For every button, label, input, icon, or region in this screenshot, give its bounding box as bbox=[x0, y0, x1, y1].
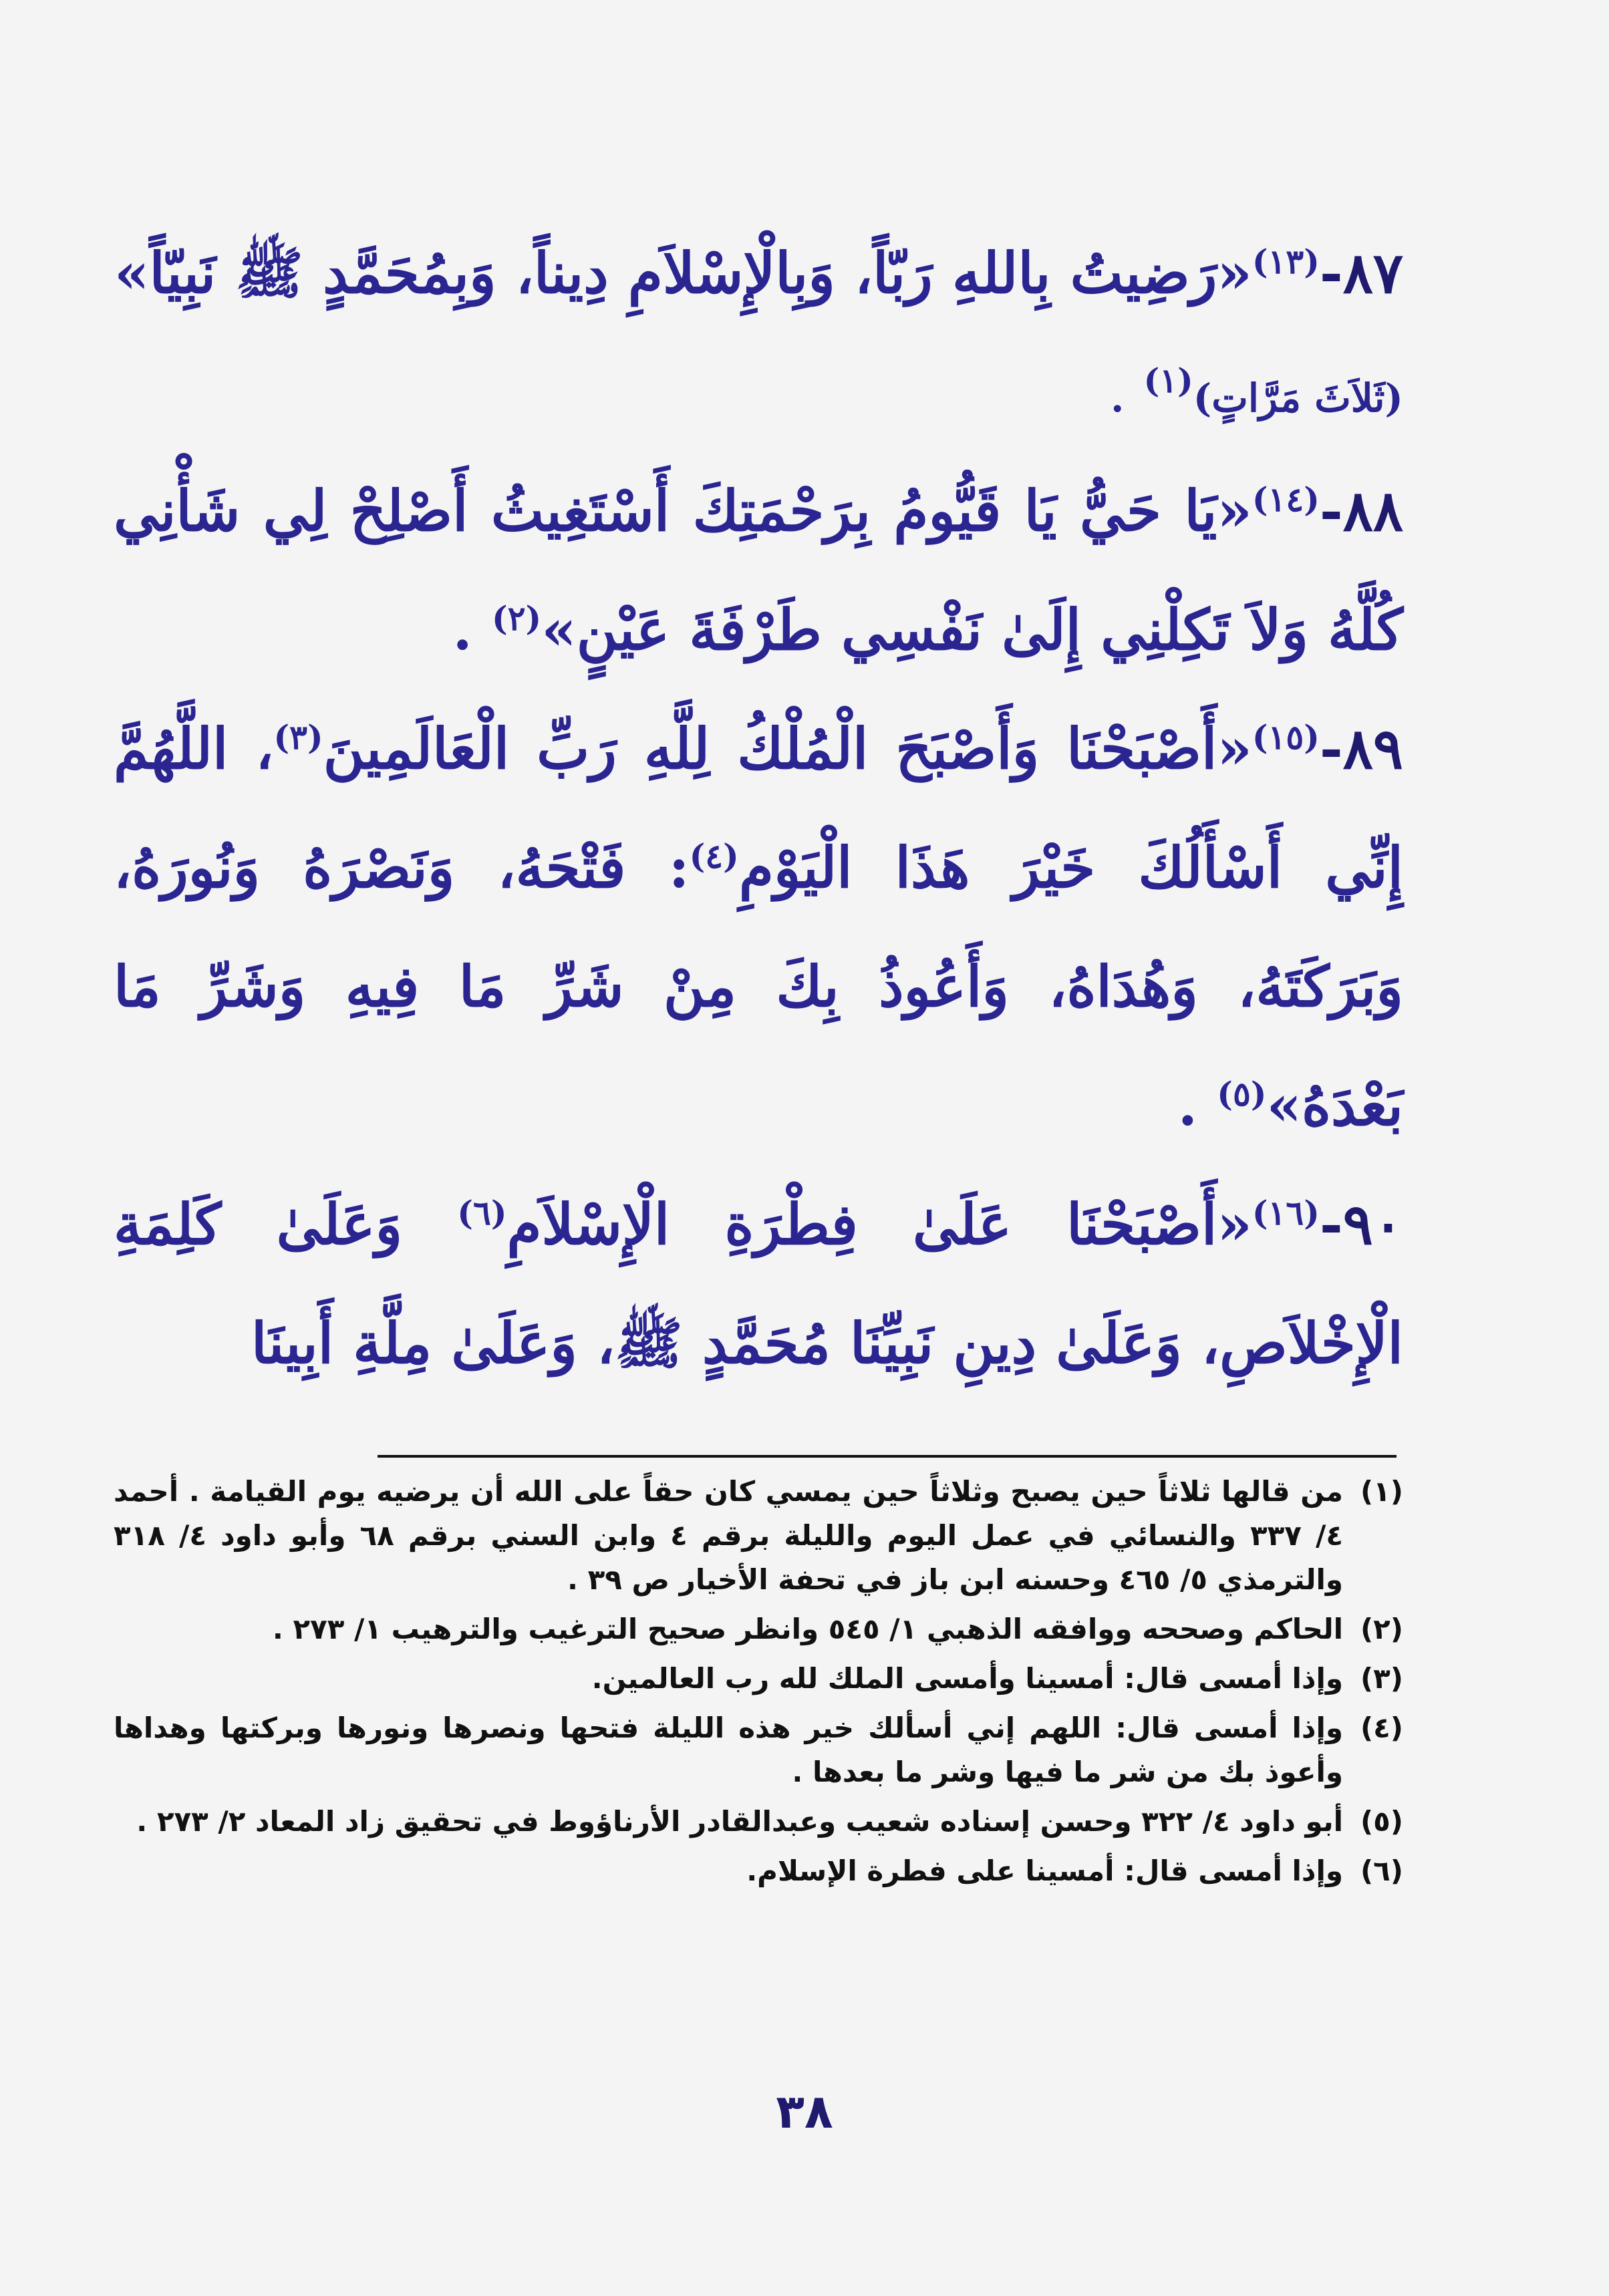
footnote-ref: (٤) bbox=[689, 836, 739, 876]
footnote-text: الحاكم وصححه ووافقه الذهبي ١/ ٥٤٥ وانظر صحيح الترغيب والترهيب ١/ ٢٧٣ . bbox=[272, 1613, 1343, 1645]
footnote-text: وإذا أمسى قال: اللهم إني أسألك خير هذه الليلة فتحها ونصرها ونورها وبركتها وهداها وأعوذ بك من شر ما فيها وشر ما بعدها . bbox=[114, 1711, 1343, 1788]
hadith-number: ٨٨- bbox=[1319, 478, 1403, 544]
footnote-number: (١) bbox=[1360, 1475, 1403, 1508]
hadith-ref: (١٣) bbox=[1252, 242, 1320, 281]
footnote-number: (٤) bbox=[1360, 1711, 1403, 1744]
footnote-ref: (١) bbox=[1143, 361, 1193, 400]
footnote-ref: (٦) bbox=[457, 1193, 507, 1233]
footnote-ref: (٢) bbox=[492, 599, 542, 638]
hadith-88 bbox=[114, 452, 1403, 689]
footnote-number: (٢) bbox=[1360, 1613, 1403, 1645]
footnote-ref: (٣) bbox=[273, 717, 323, 757]
footnote bbox=[114, 1607, 1403, 1651]
hadith-number: ٨٧- bbox=[1319, 240, 1403, 306]
hadith-body bbox=[114, 214, 1403, 1403]
hadith-text-a: «أَصْبَحْنَا وَأَصْبَحَ الْمُلْكُ لِلَّهِ رَبِّ الْعَالَمِينَ bbox=[323, 715, 1252, 782]
footnote-text: أبو داود ٤/ ٣٢٢ وحسن إسناده شعيب وعبدالقادر الأرناؤوط في تحقيق زاد المعاد ٢/ ٢٧٣ . bbox=[136, 1805, 1343, 1838]
hadith-text: «رَضِيتُ بِاللهِ رَبّاً، وَبِالْإِسْلاَمِ دِيناً، وَبِمُحَمَّدٍ ﷺ نَبِيّاً» bbox=[114, 240, 1252, 306]
hadith-end: . bbox=[1177, 1072, 1198, 1138]
hadith-text-c: : فَتْحَهُ، وَنَصْرَهُ وَنُورَهُ، وَبَرَكَتَهُ، وَهُدَاهُ، وَأَعُوذُ بِكَ مِنْ شَرِّ مَا فِيهِ وَشَرِّ مَا بَعْدَهُ» bbox=[114, 834, 1403, 1138]
hadith-number: ٩٠- bbox=[1319, 1191, 1403, 1257]
hadith-text-a: «أَصْبَحْنَا عَلَىٰ فِطْرَةِ الْإِسْلاَمِ bbox=[506, 1191, 1252, 1257]
hadith-87 bbox=[114, 214, 1403, 452]
hadith-ref: (١٦) bbox=[1252, 1193, 1320, 1233]
hadith-end: . bbox=[452, 597, 472, 663]
footnote bbox=[114, 1849, 1403, 1893]
hadith-text-b: وَعَلَىٰ كَلِمَةِ الْإِخْلاَصِ، وَعَلَىٰ دِينِ نَبِيِّنَا مُحَمَّدٍ ﷺ، وَعَلَىٰ مِلَّةِ أَبِينَا bbox=[114, 1191, 1403, 1376]
footnote bbox=[114, 1470, 1403, 1602]
footnote bbox=[114, 1706, 1403, 1794]
footnote bbox=[114, 1657, 1403, 1701]
hadith-end: . bbox=[1111, 375, 1125, 421]
footnotes bbox=[114, 1470, 1403, 1899]
footnote-text: من قالها ثلاثاً حين يصبح وثلاثاً حين يمسي كان حقاً على الله أن يرضيه يوم القيامة . أحمد ٤/ ٣٣٧ والنسائي في عمل اليوم والليلة برقم ٤ وابن السني برقم ٦٨ وأبو داود ٤/ ٣١٨ والترمذي ٥/ ٤٦٥ وحسنه ابن باز في تحفة الأخيار ص ٣٩ . bbox=[114, 1475, 1343, 1596]
footnote-divider bbox=[378, 1455, 1397, 1458]
hadith-90 bbox=[114, 1165, 1403, 1403]
hadith-89 bbox=[114, 689, 1403, 1165]
hadith-ref: (١٥) bbox=[1252, 717, 1320, 757]
footnote-ref: (٥) bbox=[1217, 1074, 1267, 1114]
footnote-number: (٥) bbox=[1360, 1805, 1403, 1838]
footnote bbox=[114, 1800, 1403, 1844]
footnote-text: وإذا أمسى قال: أمسينا على فطرة الإسلام. bbox=[746, 1854, 1343, 1887]
footnote-text: وإذا أمسى قال: أمسينا وأمسى الملك لله رب العالمين. bbox=[591, 1662, 1343, 1695]
hadith-text: «يَا حَيُّ يَا قَيُّومُ بِرَحْمَتِكَ أَسْتَغِيثُ أَصْلِحْ لِي شَأْنِي كُلَّهُ وَلاَ تَكِلْنِي إِلَىٰ نَفْسِي طَرْفَةَ عَيْنٍ» bbox=[114, 478, 1403, 663]
footnote-number: (٦) bbox=[1360, 1854, 1403, 1887]
hadith-text-b: ، اللَّهُمَّ إِنِّي أَسْأَلُكَ خَيْرَ هَذَا الْيَوْمِ bbox=[114, 715, 1404, 900]
page-number: ٣٨ bbox=[776, 2084, 833, 2139]
hadith-number: ٨٩- bbox=[1319, 715, 1404, 782]
hadith-note: (ثَلاَثَ مَرَّاتٍ) bbox=[1193, 375, 1403, 421]
hadith-ref: (١٤) bbox=[1252, 480, 1320, 519]
footnote-number: (٣) bbox=[1360, 1662, 1403, 1695]
